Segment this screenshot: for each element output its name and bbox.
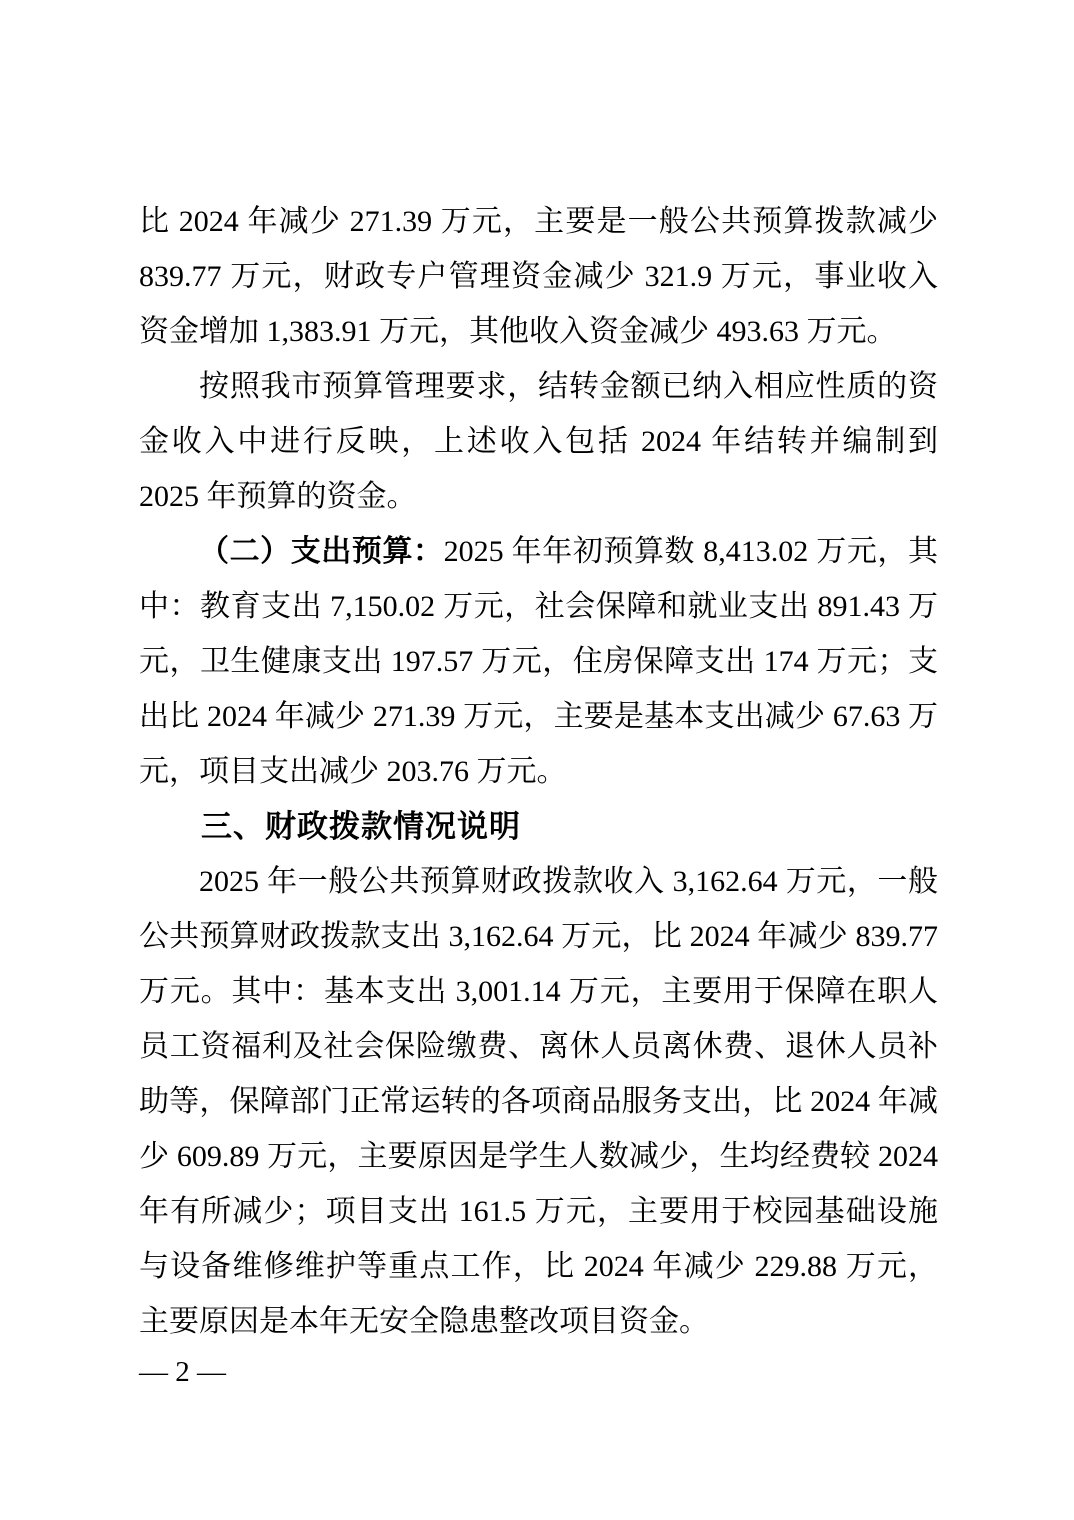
- page-footer: [139, 1352, 226, 1392]
- expenditure-budget-text: 2025 年年初预算数 8,413.02 万元，其中：教育支出 7,150.02 万元，社会保障和就业支出 891.43 万元，卫生健康支出 197.57 万元，住房保障支出 174 万元；支出比 2024 年减少 271.39 万元，主要是基本支出减少 67.63 万元，项目支出减少 203.76 万元。: [139, 535, 939, 788]
- paragraph-carryover-note: 按照我市预算管理要求，结转金额已纳入相应性质的资金收入中进行反映，上述收入包括 2024 年结转并编制到 2025 年预算的资金。: [139, 370, 938, 513]
- page-number: — 2 —: [139, 1356, 226, 1388]
- expenditure-budget-lead: （二）支出预算：: [199, 535, 444, 568]
- page-body: [139, 194, 938, 1349]
- paragraph-fiscal-appropriation: 2025 年一般公共预算财政拨款收入 3,162.64 万元，一般公共预算财政拨款支出 3,162.64 万元，比 2024 年减少 839.77 万元。其中：基本支出 3,001.14 万元，主要用于保障在职人员工资福利及社会保险缴费、离休人员离休费、退休人员补助等，保障部门正常运转的各项商品服务支出，比 2024 年减少 609.89 万元，主要原因是学生人数减少，生均经费较 2024 年有所减少；项目支出 161.5 万元，主要用于校园基础设施与设备维修维护等重点工作，比 2024 年减少 229.88 万元，主要原因是本年无安全隐患整改项目资金。: [139, 865, 938, 1338]
- paragraph-income-continuation: 比 2024 年减少 271.39 万元，主要是一般公共预算拨款减少 839.77 万元，财政专户管理资金减少 321.9 万元，事业收入资金增加 1,383.91 万元，其他收入资金减少 493.63 万元。: [139, 205, 938, 348]
- section-heading-fiscal-appropriation: 三、财政拨款情况说明: [201, 809, 521, 844]
- paragraph-expenditure-budget: [139, 524, 938, 799]
